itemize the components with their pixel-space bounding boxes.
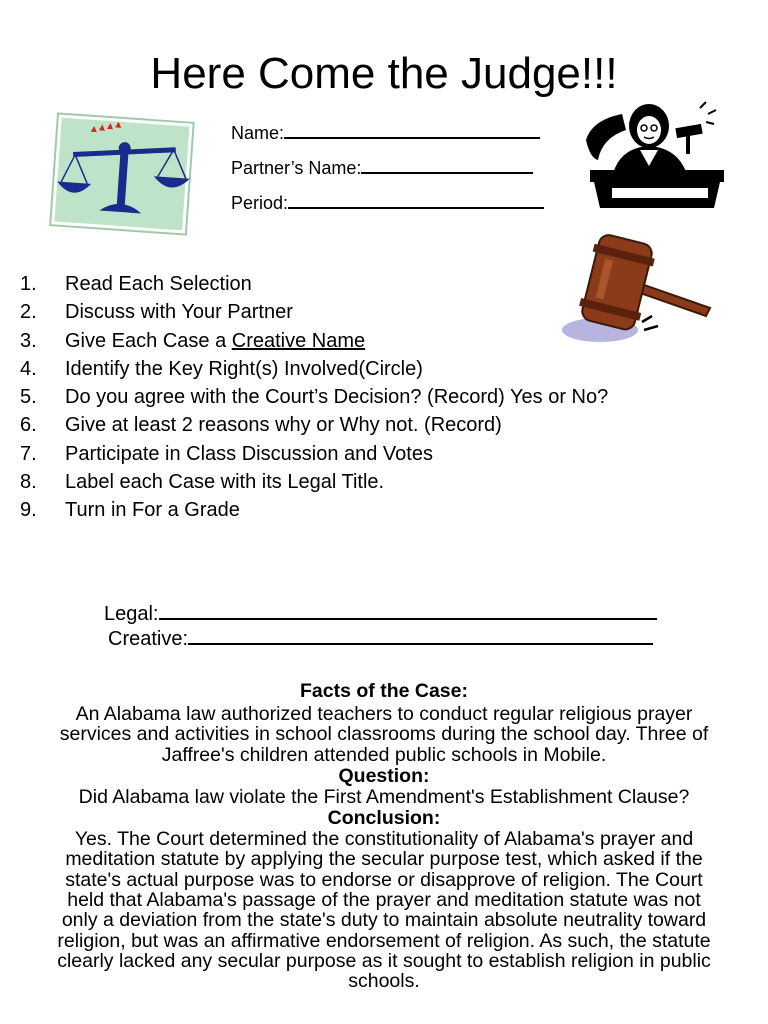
partner-name-blank (361, 155, 533, 174)
case-summary (52, 678, 716, 992)
page-title: Here Come the Judge!!! (150, 49, 618, 98)
partner-name-label: Partner’s Name: (231, 158, 362, 178)
conclusion-text: Yes. The Court determined the constitutionality of Alabama's prayer and meditation statute by applying the secular purpose test, which asked if the state's actual purpose was to endorse or disapprove of religion. The Court held that Alabama's passage of the prayer and meditation statute was not only a deviation from the state's duty to maintain absolute neutrality toward religion, but was an affirmative endorsement of religion. As such, the statute clearly lacked any secular purpose as it sought to establish religion in public schools. (57, 828, 711, 993)
legal-label: Legal: (104, 603, 159, 625)
question-heading: Question: (338, 764, 430, 787)
period-label: Period: (231, 193, 289, 213)
conclusion-heading: Conclusion: (327, 807, 441, 830)
legal-title-field (104, 600, 657, 626)
creative-label: Creative: (108, 628, 189, 650)
facts-heading: Facts of the Case: (300, 680, 468, 702)
creative-title-field (108, 625, 653, 651)
underlined-text: Creative Name (231, 329, 366, 352)
partner-name-field (231, 155, 533, 179)
name-field (231, 120, 540, 144)
name-blank (284, 120, 540, 139)
balance-scale-icon (44, 108, 200, 238)
question-text: Did Alabama law violate the First Amendment's Establishment Clause? (78, 785, 690, 808)
period-blank (288, 190, 544, 209)
gavel-icon (560, 230, 716, 346)
period-field (231, 190, 544, 214)
facts-text: An Alabama law authorized teachers to conduct regular religious prayer services and activities in school classrooms during the school day. Three of Jaffree's children attended public schools in Mobile. (59, 703, 709, 766)
legal-blank (159, 600, 657, 620)
name-label: Name: (231, 123, 285, 143)
judge-clipart-icon (582, 100, 730, 212)
creative-blank (188, 625, 653, 645)
